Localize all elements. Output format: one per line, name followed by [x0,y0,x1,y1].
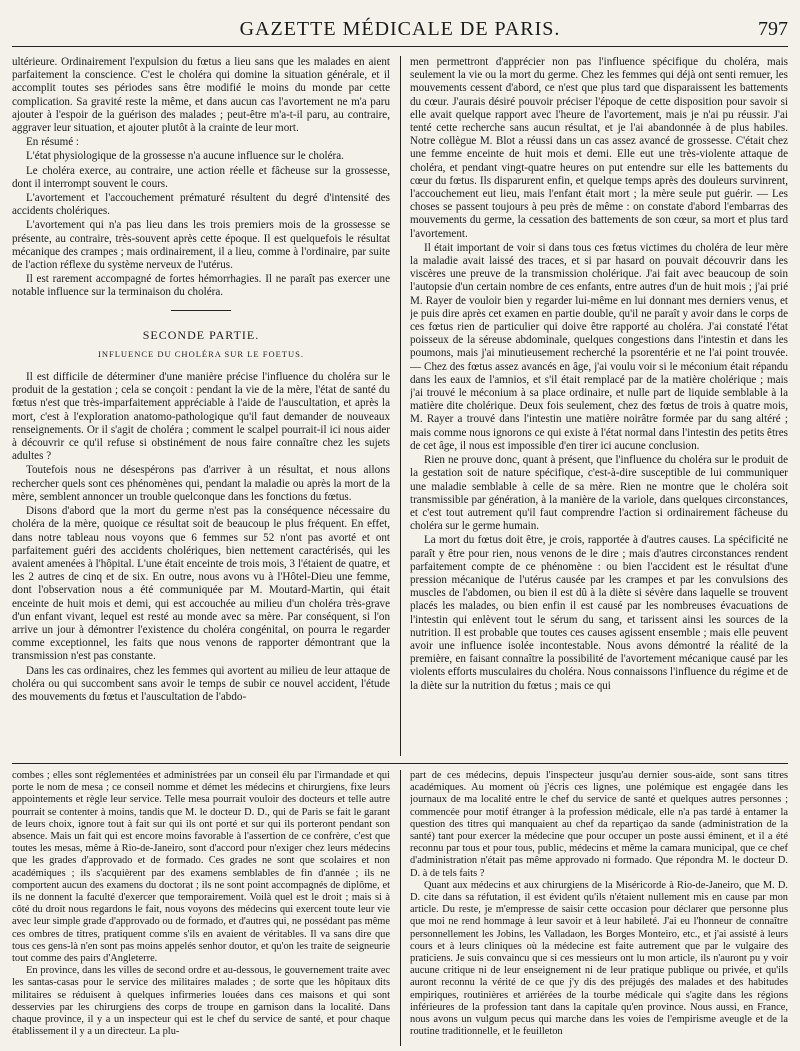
paragraph: combes ; elles sont réglementées et administrées par un conseil élu par l'irmandade et qui porte le nom de mesa ; ce conseil nomme et démet les médecins et chirurgiens, fixe leurs appointements et règle leur service. Telle mesa pourrait vouloir des docteurs et telle autre pourrait se contenter à moins, tandis que M. le docteur D. D., qui de Paris se fait le garant de leurs choix, ignore tout à fait sur qui ils ont porté et sur qui ils porteront pendant son absence. Mais un fait qui est encore moins favorable à l'assertion de ce confrère, c'est que toutes les mesas, même à Rio-de-Janeiro, sont d'accord pour n'exiger chez leurs médecins que les grades d'approvado et de formado. Ces grades ne sont que scolaires et non académiques ; ils s'acquièrent par des examens semblables de fin d'année ; ils ne comportent aucun des examens du doctorat ; ils ne sont point accompagnés de diplôme, et ils ne donnent la faculté d'exercer que temporairement. Voilà quel est le droit ; mais si à côté du droit nous regardons le fait, nous voyons des médecins qui exercent toute leur vie avec leur simple grade d'approvado ou de formado, et d'autres qui, ne possédant pas même ces ombres de titres, pratiquent comme s'ils en avaient de véritables. Il va sans dire que tous ces gens-là n'en sont pas moins appelés senhor doutor, et qu'on les traite de seigneurie tout comme des pairs d'Angleterre. [12,770,390,965]
article-column-right [410,56,788,756]
paragraph: part de ces médecins, depuis l'inspecteur jusqu'au dernier sous-aide, sont sans titres académiques. Au moment où j'écris ces lignes, une polémique est engagée dans les journaux de ma localité entre le chef du service de santé et quelques autres personnes ; commencée pour motif étranger à la profession médicale, elle n'a pas tardé à entamer la question des titres qui manquaient au chef da repartiçao da sande (administration de la santé) tant pour exercer la médecine que pour occuper un poste aussi éminent, et il a été reconnu par tous et pour tous, public, médecins et même la camara municipal, que ce chef d'administration n'était pas même approvado ni formado. Que répondra M. le docteur D. D. à de tels faits ? [410,770,788,879]
paragraph: Il est difficile de déterminer d'une manière précise l'influence du choléra sur le produit de la gestation ; cela se conçoit : pendant la vie de la mère, l'état de santé du fœtus n'est que très-imparfaitement appréciable à l'aide de l'auscultation, et après la mort, c'est à l'exploration anatomo-pathologique qu'il faut demander de nouveaux renseignements. Or il s'agit de choléra ; comment le scalpel pourrait-il ici nous aider à découvrir ce qu'il refuse si obstinément de nous faire connaître chez les sujets adultes ? [12,371,390,463]
paragraph: Le choléra exerce, au contraire, une action réelle et fâcheuse sur la grossesse, dont il interrompt souvent le cours. [12,164,390,190]
paragraph: En province, dans les villes de second ordre et au-dessous, le gouvernement traite avec les santas-casas pour le service des militaires malades ; de sorte que les hôpitaux dits militaires se réduisent à quelques infirmeries louées dans ces maisons et qui sont desservies par les chirurgiens des corps de troupe en garnison dans la localité. Dans chaque province, il y a un inspecteur qui est le chef du service de santé, et pour chaque établissement il y a un directeur. La plu- [12,965,390,1038]
page-header [12,8,788,47]
column-rule [400,770,401,1046]
paragraph: ultérieure. Ordinairement l'expulsion du fœtus a lieu sans que les malades en aient parfaitement la conscience. C'est le choléra qui domine la situation générale, et il accomplit toutes ses périodes sans être modifié le moins du monde par cette complication. Sa gravité reste la même, et dans aucun cas l'avortement ne m'a paru ajouter à l'espoir de la guérison des malades ; peut-être m'a-t-il paru, au contraire, aggraver leur situation, et ajouter plutôt à la crainte de leur mort. [12,56,390,135]
paragraph: Rien ne prouve donc, quant à présent, que l'influence du choléra sur le produit de la gestation soit de nature spécifique, c'est-à-dire susceptible de lui communiquer une maladie semblable à celle de sa mère. Rien ne montre que le choléra soit transmissible par génération, à la manière de la variole, dans quelques circonstances, et c'est tout autrement qu'il faut comprendre l'action si ordinairement fâcheuse du choléra sur le germe humain. [410,454,788,533]
journal-page [12,8,788,1044]
paragraph: Toutefois nous ne désespérons pas d'arriver à un résultat, et nous allons rechercher quels sont ces phénomènes qui, pendant la maladie ou après la mort de la mère, semblent annoncer un trouble quelconque dans les fonctions du fœtus. [12,464,390,503]
subsection-title: INFLUENCE DU CHOLÉRA SUR LE FOETUS. [98,348,304,359]
section-title: SECONDE PARTIE. [142,327,260,342]
paragraph: Il était important de voir si dans tous ces fœtus victimes du choléra de leur mère la maladie avait laissé des traces, et si par hasard on pouvait découvrir dans les viscères une preuve de la transmission cholérique. J'ai fait avec beaucoup de soin l'autopsie d'un certain nombre de ces enfants, entre autres d'un de huit mois ; j'ai prié M. Rayer de vouloir bien y regarder lui-même en lui donnant mes derniers venus, et je puis dire après cet examen en partie double, qu'il ne paraît y avoir dans le corps de ces fœtus rien de particulier qui doive être rapporté au choléra. J'ai constaté l'état poisseux de la séreuse abdominale, quelques congestions dans l'intestin et dans les poumons, mais j'ai minutieusement recherché la psorentérie et ne l'ai point trouvée. — Chez des fœtus assez avancés en âge, j'ai voulu voir si le méconium était répandu dans les eaux de l'amnios, et s'il était remplacé par de la matière cholérique ; mais j'ai trouvé le méconium à sa place ordinaire, et nulle part de liquide semblable à la matière dite cholérique. Deux fois seulement, chez des fœtus de trois à quatre mois, M. Rayer a trouvé dans l'intestin une matière noirâtre formée par du sang altéré ; mais comme nous ignorons ce qui existe à l'état normal dans l'intestin des petits êtres de cet âge, il nous est impossible d'en tirer ici aucune conclusion. [410,241,788,452]
journal-title: GAZETTE MÉDICALE DE PARIS. [239,18,561,40]
article-column-left [12,56,390,756]
feuilleton-column-right [410,770,788,1046]
feuilleton-divider [12,763,788,764]
paragraph: Quant aux médecins et aux chirurgiens de la Miséricorde à Rio-de-Janeiro, que M. D. D. cite dans sa réfutation, il est évident qu'ils n'étaient nullement mis en cause par mon article. Du reste, je m'empresse de saisir cette occasion pour déclarer que personne plus que moi ne rend hommage à leur savoir et à leur habileté. J'ai eu l'honneur de connaître personnellement les Jobins, les Valladaon, les Borges Monteiro, etc., et j'ai assisté à leurs cours et à leurs cliniques où la médecine est faite autrement que par le vulgaire des praticiens. Je suis convaincu que si ces messieurs ont lu mon article, ils n'auront pu y voir aucune critique ni de leur enseignement ni de leur pratique publique ou privée, et qu'ils auront reconnu la vérité de ce que j'y dis des préjugés des malades et des habitudes empiriques, routinières et arriérées de la tourbe médicale qui s'agite dans les régions inférieures de la profession tant dans la capitale qu'en province. Nous aussi, en France, nous avons un vulgum pecus qui marche dans les voies de l'empirisme aveugle et de la routine traditionnelle, et le feuilleton [410,879,788,1038]
paragraph: L'avortement et l'accouchement prématuré résultent du degré d'intensité des accidents cholériques. [12,192,390,218]
paragraph: L'avortement qui n'a pas lieu dans les trois premiers mois de la grossesse se présente, au contraire, très-souvent après cette époque. Il est quelquefois le résultat mécanique des crampes ; mais ordinairement, il a lieu, comme à l'ordinaire, par suite de l'action réflexe du système nerveux de l'utérus. [12,219,390,272]
column-rule [400,56,401,756]
paragraph: Il est rarement accompagné de fortes hémorrhagies. Il ne paraît pas exercer une notable influence sur la terminaison du choléra. [12,273,390,299]
page-number: 797 [758,18,788,40]
paragraph: Disons d'abord que la mort du germe n'est pas la conséquence nécessaire du choléra de la mère, quoique ce résultat soit de beaucoup le plus fréquent. En effet, dans notre tableau nous voyons que 6 femmes sur 52 n'ont pas avorté et ont parfaitement guéri des accidents cholériques, bien nettement caractérisés, qui les avaient amenées à l'hôpital. L'une était enceinte de trois mois, 3 l'étaient de quatre, et les 2 autres de cinq et de six. En outre, nous avons vu à l'Hôtel-Dieu une femme, dont l'observation nous a été communiquée par M. Moutard-Martin, qui était enceinte de huit mois et demi, qui est accouchée au milieu d'un choléra très-grave d'un enfant vivant, lequel est resté au monde avec sa mère. Par conséquent, si l'on arrive un jour à démontrer l'existence du choléra congénital, on pourra le regarder comme exceptionnel, les faits que nous venons de rapporter démontrant que la transmission n'est pas constante. [12,505,390,663]
paragraph: Dans les cas ordinaires, chez les femmes qui avortent au milieu de leur attaque de choléra ou qui succombent sans avoir le temps de subir ce nouvel accident, l'étude des mouvements du fœtus et l'auscultation de l'abdo- [12,664,390,703]
paragraph: L'état physiologique de la grossesse n'a aucune influence sur le choléra. [26,150,344,163]
section-divider [171,310,231,311]
feuilleton-column-left [12,770,390,1046]
paragraph: men permettront d'apprécier non pas l'influence spécifique du choléra, mais seulement la vie ou la mort du germe. Chez les femmes qui déjà ont senti remuer, les mouvements cessent d'abord, ce n'est que plus tard que disparaissent les battements du cœur. J'aurais désiré pouvoir préciser l'époque de cette disposition pour savoir si elle avait quelque rapport avec l'heure de l'avortement, mais je n'ai pu réussir. J'ai tenté cette recherche sans aucun résultat, et je l'ai abandonnée à de plus habiles. Notre collègue M. Blot a réussi dans un cas assez avancé de grossesse. C'était chez une femme enceinte de huit mois et demi. Elle eut une très-violente attaque de choléra, et pendant vingt-quatre heures on put entendre sur elle les battements du cœur du fœtus. Ils disparurent enfin, et quelque temps après des douleurs survinrent, l'accouchement eut lieu, mais l'enfant était mort ; la mère seule put guérir. — Les choses se passent toujours à peu près de même : on constate d'abord l'embarras des mouvements du germe, la cessation des battements de son cœur, sa mort et plus tard l'avortement. [410,56,788,240]
paragraph: La mort du fœtus doit être, je crois, rapportée à d'autres causes. La spécificité ne paraît y être pour rien, nous venons de le dire ; mais d'autres circonstances rendent parfaitement compte de ce phénomène : ou bien l'accident est le résultat d'une pression mécanique de l'utérus causée par les crampes et par les convulsions des muscles de l'abdomen, ou bien il est dû à la diète si sévère dans laquelle se trouvent placés les malades, ou bien enfin il est causé par les nombreuses évacuations de l'intestin qui enlèvent tout le sérum du sang, et tarissent ainsi les sources de la nutrition. Il est probable que toutes ces causes agissent ensemble ; mais elle peuvent avoir une influence isolée incontestable. Nous avons démontré la réalité de la première, en faisant connaître la possibilité de l'avortement mécanique causé par les violents efforts musculaires du choléra. Nous connaissons l'influence du régime et de la diète sur la nutrition du fœtus ; mais ce qui [410,534,788,692]
paragraph: En résumé : [26,136,79,149]
